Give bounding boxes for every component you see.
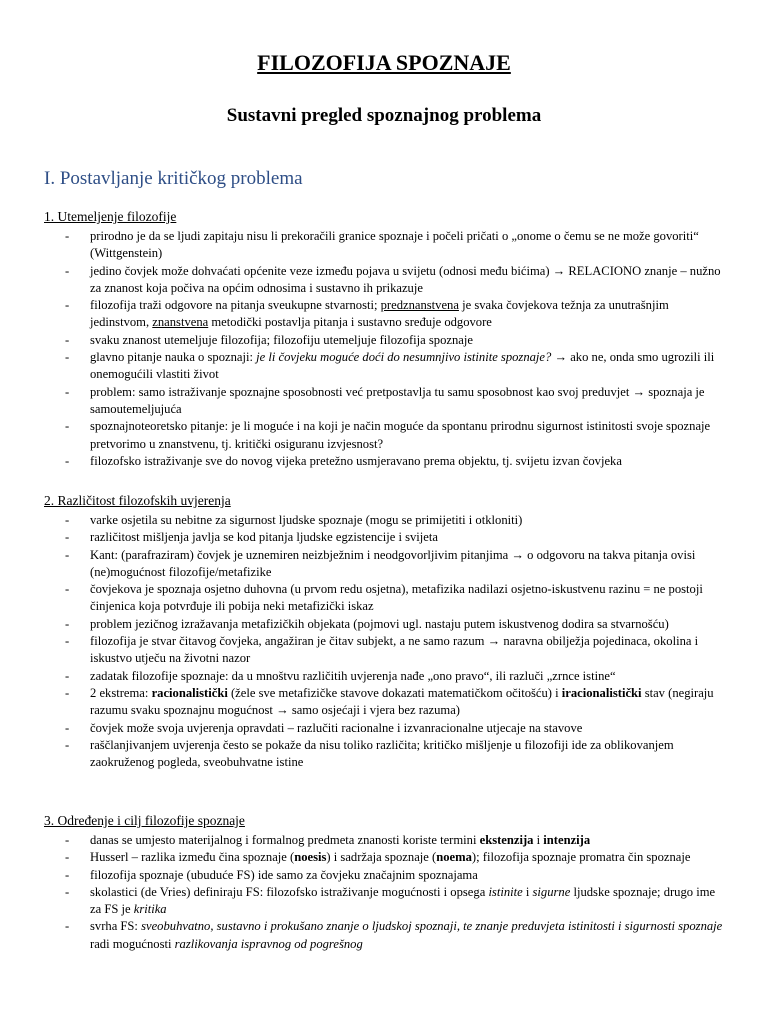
text-run: glavno pitanje nauka o spoznaji: [90,350,257,365]
underlined-term: predznanstvena [380,298,459,313]
section-heading-3: 3. Određenje i cilj filozofije spoznaje [44,813,245,828]
text-run: i [522,884,533,899]
list-item [44,832,724,849]
list-item: - filozofija je stvar čitavog čovjeka, angažiran je čitav subjekt, a ne samo razum → naravna obilježja pojedinaca, okolina i iskustvo utječu na životni nazor [44,633,724,668]
section-3-list [44,832,724,953]
italic-term: sigurne [532,884,571,899]
list-item: - jedino čovjek može dohvaćati općenite veze između pojava u svijetu (odnosi među bićima) → RELACIONO znanje – nužno za znanost koja počiva na općim odnosima i sustavno ih prikazuje [44,263,724,298]
list-item [44,297,724,332]
list-item: - raščlanjivanjem uvjerenja često se pokaže da nisu toliko različita; kritičko mišljenje u filozofiji ide za oblikovanjem zaokruženog pogleda, sveobuhvatne istine [44,737,724,772]
text-run: filozofija traži odgovore na pitanja sveukupne stvarnosti; [90,298,381,313]
list-item: - čovjek može svoja uvjerenja opravdati – razlučiti racionalne i izvanracionalne utjecaje na stavove [44,720,724,737]
text-run: Husserl – razlika između čina spoznaje ( [90,850,295,865]
text-run: (žele sve metafizičke stavove dokazati matematičkom očitošću) i [227,685,562,700]
text-run: i [533,833,544,847]
italic-question: je li čovjeku moguće doći do nesumnjivo istinite spoznaje? [256,350,552,365]
bold-term: noesis [294,850,327,865]
italic-term: sveobuhvatno, sustavno i prokušano znanje o ljudskoj spoznaji, te znanje preduvjeta istinitosti i sigurnosti spoznaje [141,919,723,934]
text-run: ) i sadržaja spoznaje ( [326,850,437,865]
list-item [44,918,724,953]
list-item: - varke osjetila su nebitne za sigurnost ljudske spoznaje (mogu se primijetiti i otkloniti) [44,512,724,529]
bold-term: ekstenzija [479,833,534,847]
bold-term: iracionalistički [561,685,642,700]
section-heading-1: 1. Utemeljenje filozofije [44,209,177,224]
bold-term: noema [436,850,472,865]
text-run: radi mogućnosti [90,936,175,951]
list-item: - različitost mišljenja javlja se kod pitanja ljudske egzistencije i svijeta [44,529,724,546]
section-1-list [44,228,724,470]
list-item: - svaku znanost utemeljuje filozofija; filozofiju utemeljuje filozofija spoznaje [44,332,724,349]
text-run: ); filozofija spoznaje promatra čin spoznaje [471,850,691,865]
list-item [44,349,724,384]
list-item: - filozofija spoznaje (ubuduće FS) ide samo za čovjeku značajnim spoznajama [44,867,724,884]
list-item [44,884,724,919]
document-subtitle: Sustavni pregled spoznajnog problema [226,105,542,126]
list-item: - spoznajnoteoretsko pitanje: je li moguće i na koji je način moguće da spontanu prirodnu sigurnost istinitosti svoje spoznaje pretvorimo u znanstvenu, tj. kritički osiguranu izvjesnost? [44,418,724,453]
list-item: - zadatak filozofije spoznaje: da u mnoštvu različitih uvjerenja nađe „ono pravo“, ili razluči „zrnce istine“ [44,668,724,685]
list-item: - čovjekova je spoznaja osjetno duhovna (u prvom redu osjetna), metafizika nadilazi osjetno-iskustvenu razinu = ne postoji činjenica koja potvrđuje ili pobija neki metafizički iskaz [44,581,724,616]
bold-term: intenzija [543,833,591,847]
text-run: ljudske spoznaje; drugo ime za FS je [90,884,716,917]
text-run: je svaka čovjekova težnja za unutrašnjim jedinstvom, [90,298,669,330]
text-run: skolastici (de Vries) definiraju FS: filozofsko istraživanje mogućnosti i opsega [90,884,489,899]
list-item [44,849,724,866]
text-run: → ako ne, onda smo ugrozili ili onemogućili vlastiti život [90,350,715,382]
section-2-list [44,512,724,771]
bold-term: racionalistički [151,685,228,700]
chapter-heading: I. Postavljanje kritičkog problema [44,168,303,189]
list-item: - prirodno je da se ljudi zapitaju nisu li prekoračili granice spoznaje i počeli pričati o „onome o čemu se ne može govoriti“ (Wittgenstein) [44,228,724,263]
list-item [44,685,724,720]
list-item: - filozofsko istraživanje sve do novog vijeka pretežno usmjeravano prema objektu, tj. svijetu izvan čovjeka [44,453,724,470]
italic-term: kritika [133,902,167,917]
list-item: - problem: samo istraživanje spoznajne sposobnosti već pretpostavlja tu samu sposobnost kao svoj preduvjet → spoznaja je samoutemeljujuća [44,384,724,419]
list-item: - problem jezičnog izražavanja metafizičkih objekata (pojmovi ugl. nastaju putem iskustvenog dodira sa stvarnošću) [44,616,724,633]
document-title: FILOZOFIJA SPOZNAJE [257,50,511,75]
text-run: metodički postavlja pitanja i sustavno sređuje odgovore [208,315,492,330]
italic-term: istinite [488,884,523,899]
section-heading-2: 2. Različitost filozofskih uvjerenja [44,493,231,508]
text-run: 2 ekstrema: [90,685,152,700]
text-run: svrha FS: [90,919,142,934]
text-run: danas se umjesto materijalnog i formalnog predmeta znanosti koriste termini [90,833,480,847]
underlined-term: znanstvena [152,315,209,330]
italic-term: razlikovanja ispravnog od pogrešnog [174,936,363,951]
list-item: - Kant: (parafraziram) čovjek je uznemiren neizbježnim i neodgovorljivim pitanjima → o odgovoru na takva pitanja ovisi (ne)mogućnost filozofije/metafizike [44,547,724,582]
text-run: stav (negiraju razumu svaku spoznajnu mogućnost → samo osjećaji i vjera bez razuma) [90,685,714,718]
